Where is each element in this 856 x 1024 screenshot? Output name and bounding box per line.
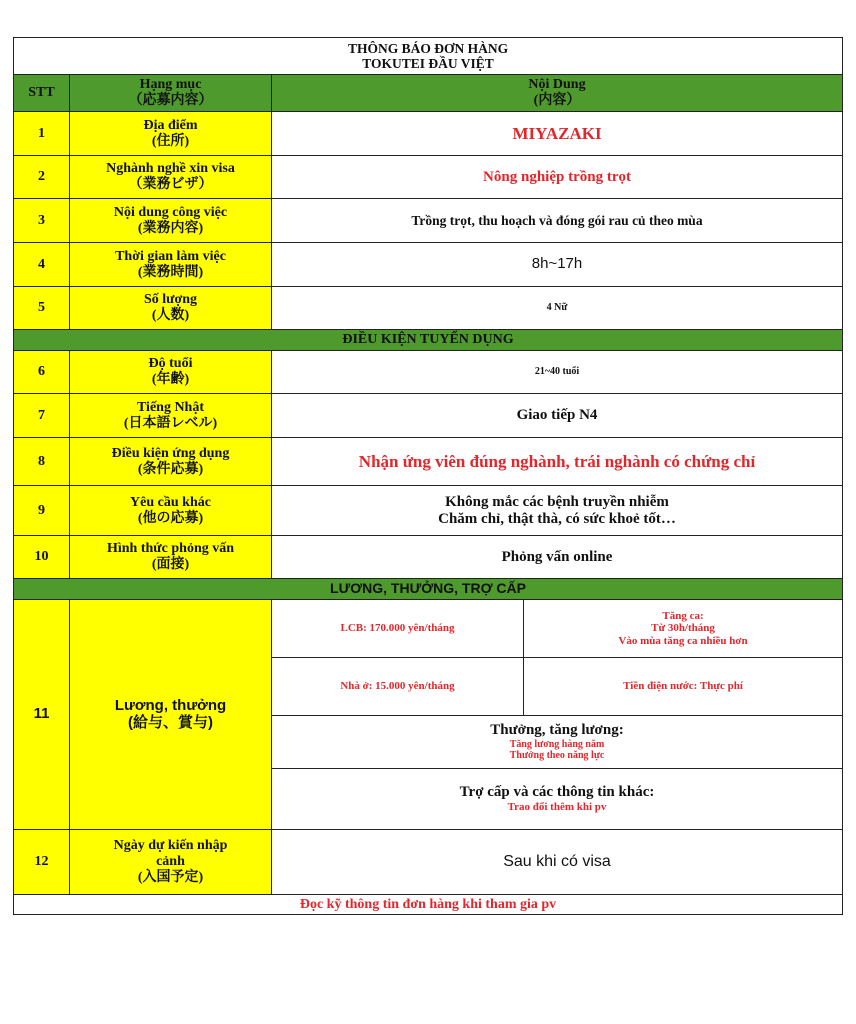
housing-cost: Nhà ở: 15.000 yên/tháng [272,658,524,716]
row-label-line-1: Ngày dự kiến nhập [113,838,228,854]
footer-note: Đọc kỹ thông tin đơn hàng khi tham gia pv [14,895,843,915]
entry-date-value: Sau khi có visa [272,830,843,895]
header-row [14,75,843,112]
footer-row [14,895,843,915]
row-label-jp: (他の応募) [137,510,204,526]
row-label-vn: Điều kiện ứng dụng [111,445,230,461]
quantity-value: 4 Nữ [272,287,843,330]
table-row [14,438,843,486]
header-category-jp: （応募内容） [128,93,213,108]
row-label [70,112,272,156]
table-row [14,600,843,658]
job-content-value: Trồng trọt, thu hoạch và đóng gói rau củ theo mùa [272,199,843,243]
base-salary: LCB: 170.000 yên/tháng [272,600,524,658]
row-label [70,199,272,243]
table-row [14,830,843,895]
location-value: MIYAZAKI [272,112,843,156]
row-label-jp: (住所) [151,133,190,149]
allowance-title: Trợ cấp và các thông tin khác: [459,784,655,801]
row-number: 12 [14,830,70,895]
table-row [14,112,843,156]
header-content [272,75,843,112]
table-row [14,243,843,287]
row-number: 3 [14,199,70,243]
header-content-vn: Nội Dung [528,77,586,93]
conditions-value: Nhận ứng viên đúng nghành, trái nghành có chứng chỉ [272,438,843,486]
section-conditions-row [14,330,843,351]
row-label-jp: (給与、賞与) [128,713,213,731]
row-label-jp: (入国予定) [137,869,204,885]
row-label [70,600,272,830]
row-label [70,536,272,579]
allowance-line-1: Trao đổi thêm khi pv [507,801,607,814]
row-label-vn: Địa điểm [143,117,198,133]
visa-field-value: Nông nghiệp trồng trọt [272,156,843,199]
row-label-vn: Nghành nghề xin visa [106,161,235,177]
table-row [14,536,843,579]
row-label-vn: Tiếng Nhật [136,399,205,415]
table-row [14,486,843,536]
title-line-2: TOKUTEI ĐẦU VIỆT [362,56,494,71]
table-row [14,394,843,438]
row-label-vn: Độ tuổi [148,356,193,372]
row-label-jp: (年齢) [151,372,190,387]
overtime-info [524,600,843,658]
bonus-info [272,716,843,769]
row-number: 6 [14,351,70,394]
row-label [70,287,272,330]
row-label [70,156,272,199]
row-label-jp: (人数) [151,308,190,323]
overtime-line-2: Vào mùa tăng ca nhiều hơn [618,634,748,647]
bonus-title: Thưởng, tăng lương: [490,722,624,739]
allowance-info [272,769,843,830]
table-row [14,156,843,199]
row-number: 11 [14,600,70,830]
row-label [70,438,272,486]
row-label [70,394,272,438]
requirement-line-1: Không mắc các bệnh truyền nhiễm [445,493,669,510]
bonus-line-1: Tăng lương hàng năm [509,739,605,751]
header-category [70,75,272,112]
overtime-title: Tăng ca: [662,610,704,623]
row-number: 1 [14,112,70,156]
header-category-vn: Hạng mục [139,77,202,93]
section-salary-title: LƯƠNG, THƯỞNG, TRỢ CẤP [14,579,843,600]
row-label-jp: (面接) [151,557,190,572]
table-row [14,351,843,394]
row-number: 9 [14,486,70,536]
row-number: 4 [14,243,70,287]
row-label [70,486,272,536]
row-number: 8 [14,438,70,486]
age-value: 21~40 tuổi [272,351,843,394]
working-hours-value: 8h~17h [272,243,843,287]
title-line-1: THÔNG BÁO ĐƠN HÀNG [347,40,509,56]
section-salary-row [14,579,843,600]
row-number: 10 [14,536,70,579]
row-label-vn: Nội dung công việc [113,204,228,220]
table-row [14,287,843,330]
header-stt: STT [14,75,70,112]
row-label [70,351,272,394]
requirement-line-2: Chăm chỉ, thật thà, có sức khoẻ tốt… [438,510,676,527]
row-label-vn: Yêu cầu khác [130,494,211,510]
section-conditions-title: ĐIỀU KIỆN TUYỂN DỤNG [14,330,843,351]
row-label-vn: Lương, thưởng [114,696,227,714]
japanese-level-value: Giao tiếp N4 [272,394,843,438]
row-number: 2 [14,156,70,199]
page-title [14,38,843,75]
row-number: 5 [14,287,70,330]
row-number: 7 [14,394,70,438]
row-label-jp: (業務内容) [137,220,204,236]
header-content-jp: (内容） [533,93,581,108]
row-label-line-2: cảnh [156,854,185,870]
row-label-vn: Số lượng [143,292,198,308]
row-label-jp: (日本語レベル) [123,415,218,431]
bonus-line-2: Thưởng theo năng lực [509,750,605,762]
row-label-jp: （業務ビザ） [128,177,213,192]
row-label-vn: Hình thức phỏng vấn [106,541,235,557]
overtime-line-1: Từ 30h/tháng [651,622,715,635]
order-notice-table [13,37,843,915]
row-label [70,830,272,895]
row-label [70,243,272,287]
other-requirements-value [272,486,843,536]
utilities-cost: Tiền điện nước: Thực phí [524,658,843,716]
row-label-jp: (業務時間) [137,264,204,280]
row-label-jp: (条件応募) [137,461,204,477]
table-row [14,199,843,243]
interview-format-value: Phỏng vấn online [272,536,843,579]
title-row [14,38,843,75]
row-label-vn: Thời gian làm việc [115,248,226,264]
